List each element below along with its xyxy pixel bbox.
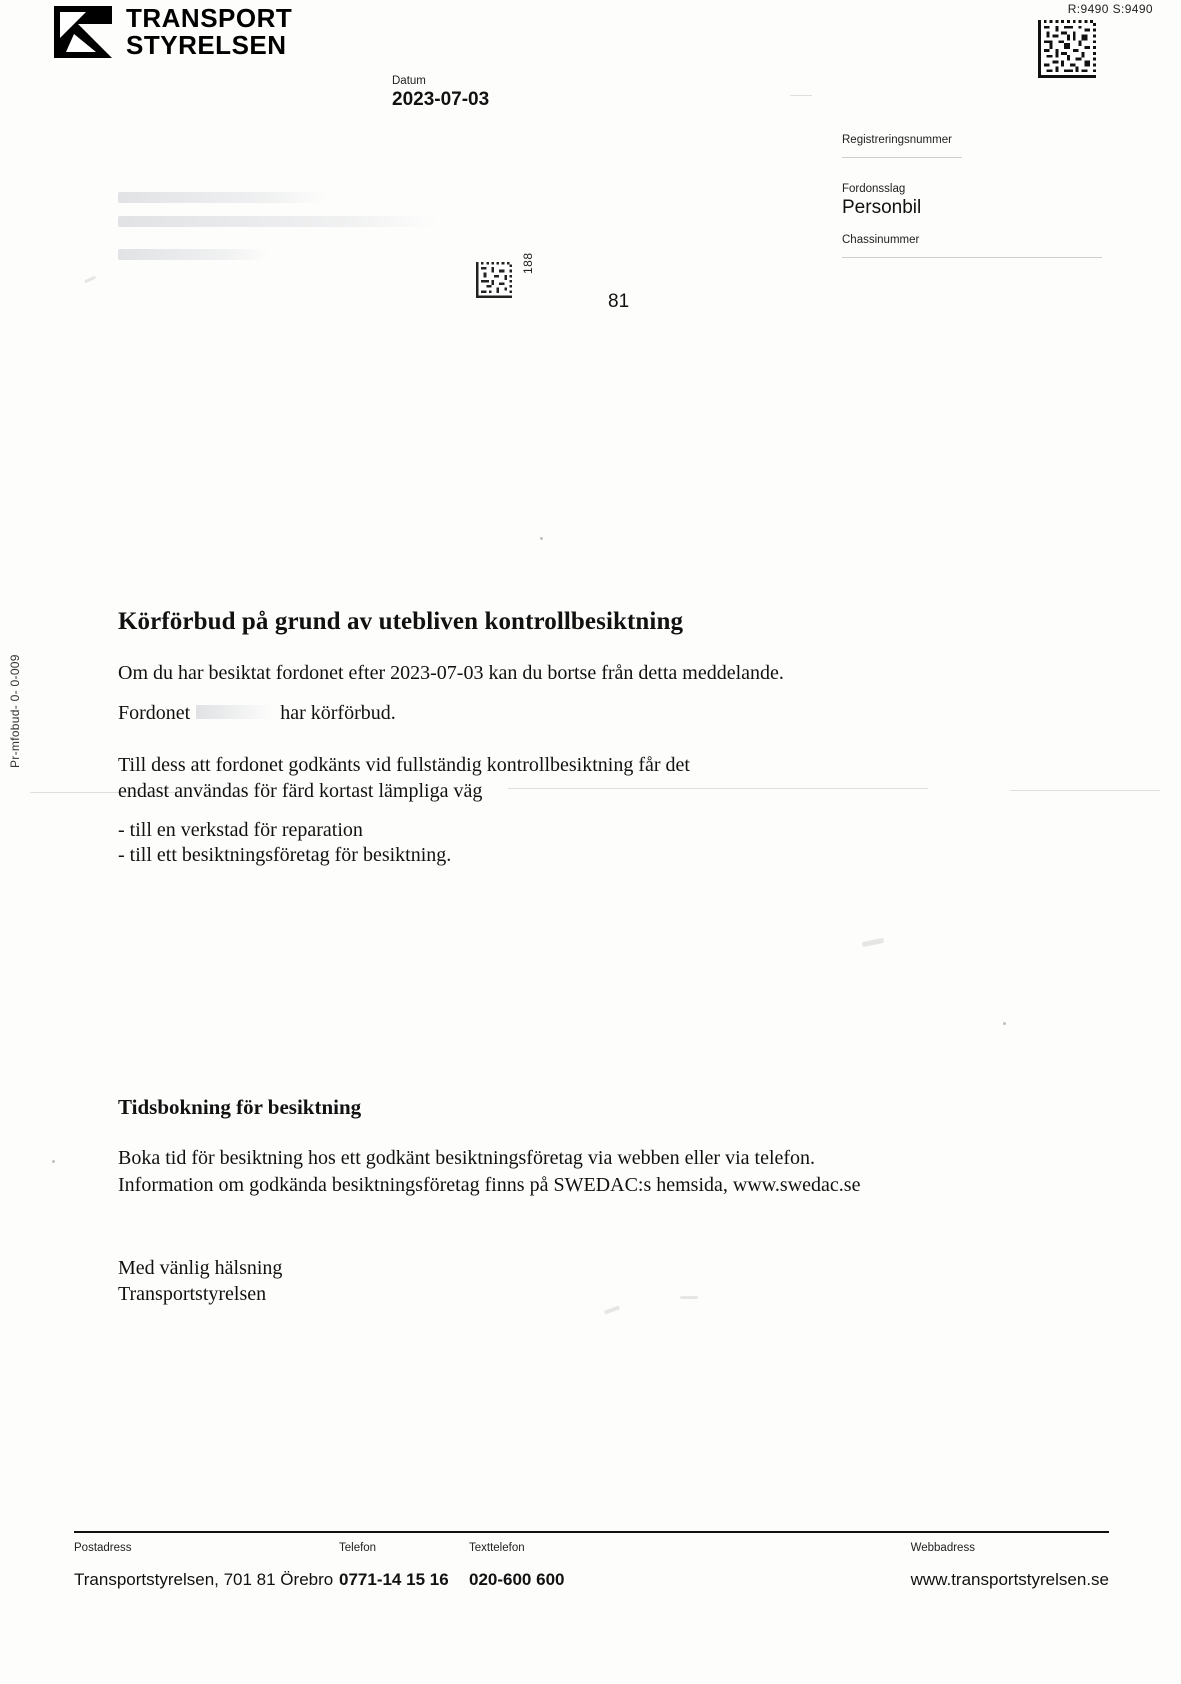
footer-divider xyxy=(74,1531,1109,1533)
scan-smudge xyxy=(604,1305,620,1314)
fordonsslag-field xyxy=(842,182,921,219)
form-code-vertical: Pr-mfobud- 0- 0-009 xyxy=(8,654,22,768)
datum-value: 2023-07-03 xyxy=(392,89,490,110)
scan-smudge xyxy=(862,938,885,947)
signoff-line-2: Transportstyrelsen xyxy=(118,1283,267,1305)
vertical-number-188: 188 xyxy=(521,252,535,274)
recipient-address-block xyxy=(118,192,448,273)
paragraph-restrictions xyxy=(118,752,798,804)
fordonsslag-value: Personbil xyxy=(842,197,922,218)
footer-webbadress xyxy=(911,1541,1109,1590)
footer-postadress-value: Transportstyrelsen, 701 81 Örebro xyxy=(74,1570,334,1589)
transportstyrelsen-logo xyxy=(52,4,292,60)
list-item: - till ett besiktningsföretag för besiktning. xyxy=(118,844,452,866)
datum-label: Datum xyxy=(392,75,426,87)
top-reference-code: R:9490 S:9490 xyxy=(1067,2,1153,16)
booking-line-1: Boka tid för besiktning hos ett godkänt besiktningsföretag via webben eller via telefon. xyxy=(118,1147,816,1169)
scan-speck xyxy=(540,537,543,540)
footer-telefon xyxy=(339,1541,449,1590)
list-item: - till en verkstad för reparation xyxy=(118,819,363,841)
scan-smudge xyxy=(84,276,96,284)
scan-speck xyxy=(52,1160,55,1163)
restriction-line-1: Till dess att fordonet godkänts vid fullständig kontrollbesiktning får det xyxy=(118,754,690,776)
section-heading-booking: Tidsbokning för besiktning xyxy=(118,1095,362,1119)
signoff-line-1: Med vänlig hälsning xyxy=(118,1257,283,1279)
paragraph-booking xyxy=(118,1145,918,1199)
registreringsnummer-field xyxy=(842,133,962,174)
vehicle-reg-redacted xyxy=(196,705,274,719)
paragraph-vehicle-suffix: har körförbud. xyxy=(280,702,396,724)
footer-postadress xyxy=(74,1541,333,1590)
datamatrix-top-icon xyxy=(1038,20,1096,78)
footer-postadress-label: Postadress xyxy=(74,1542,132,1554)
address-line-redacted xyxy=(118,216,438,227)
paragraph-intro: Om du har besiktat fordonet efter 2023-07-03 kan du bortse från detta meddelande. xyxy=(118,662,784,684)
footer-webbadress-value[interactable]: www.transportstyrelsen.se xyxy=(910,1570,1109,1589)
page-title: Körförbud på grund av utebliven kontrollbesiktning xyxy=(118,608,684,635)
chassinummer-value xyxy=(842,247,1102,269)
scan-smudge xyxy=(680,1296,698,1299)
footer-texttelefon-value: 020-600 600 xyxy=(469,1570,565,1589)
fordonsslag-label: Fordonsslag xyxy=(842,183,906,195)
signoff-block xyxy=(118,1255,282,1307)
footer-telefon-value: 0771-14 15 16 xyxy=(339,1570,449,1589)
footer-telefon-label: Telefon xyxy=(339,1542,377,1554)
restriction-list xyxy=(118,818,451,868)
footer-texttelefon-label: Texttelefon xyxy=(469,1542,525,1554)
address-line-redacted xyxy=(118,249,268,260)
scan-speck xyxy=(1003,1022,1006,1025)
booking-line-2: Information om godkända besiktningsföretag finns på SWEDAC:s hemsida, www.swedac.se xyxy=(118,1174,861,1196)
paragraph-vehicle xyxy=(118,702,396,725)
registreringsnummer-label: Registreringsnummer xyxy=(842,134,952,146)
chassinummer-field xyxy=(842,233,1102,274)
footer-webbadress-label: Webbadress xyxy=(910,1542,975,1554)
logo-line-1: TRANSPORT xyxy=(126,3,293,33)
scan-artifact xyxy=(1010,790,1160,791)
datamatrix-mid-icon xyxy=(476,262,512,298)
logo-mark-icon xyxy=(52,4,114,60)
footer-texttelefon xyxy=(469,1541,564,1590)
registreringsnummer-value xyxy=(842,147,962,169)
restriction-line-2: endast användas för färd kortast lämpliga väg xyxy=(118,780,483,802)
number-81: 81 xyxy=(608,291,630,312)
chassinummer-label: Chassinummer xyxy=(842,234,920,246)
address-line-redacted xyxy=(118,192,328,203)
paragraph-vehicle-prefix: Fordonet xyxy=(118,702,191,724)
logo-line-2: STYRELSEN xyxy=(126,30,287,60)
logo-wordmark xyxy=(126,5,292,59)
datum-field xyxy=(392,74,489,111)
scan-artifact xyxy=(790,95,812,96)
footer xyxy=(74,1541,1109,1621)
